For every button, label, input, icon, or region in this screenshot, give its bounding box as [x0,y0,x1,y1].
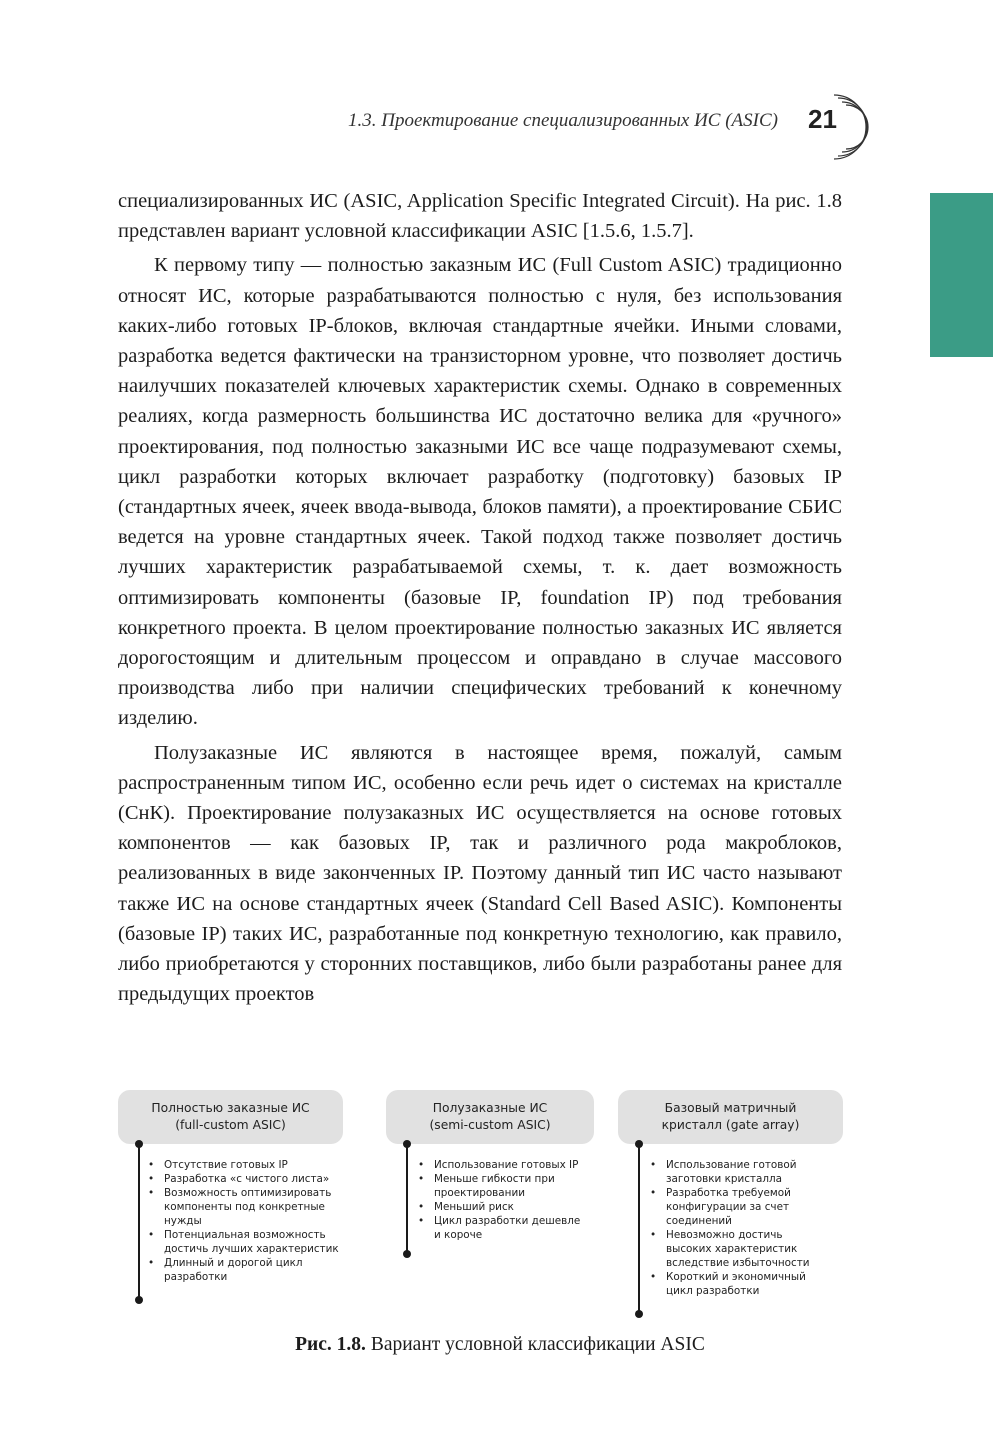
list-item: • Разработка «с чистого листа» [148,1172,363,1186]
timeline-line [638,1144,640,1314]
caption-text: Вариант условной классификации ASIC [370,1334,705,1355]
timeline-dot [635,1310,643,1318]
list-item: • Использование готовых IP [418,1158,583,1172]
list-item: • Использование готовой заготовки кристалла [650,1158,830,1186]
column-list [650,1158,830,1298]
timeline-dot [135,1140,143,1148]
caption-label: Рис. 1.8. [295,1334,366,1355]
timeline-dot [403,1140,411,1148]
list-item: • Возможность оптимизировать компоненты под конкретные нужды [148,1186,363,1228]
list-item: • Короткий и экономичный цикл разработки [650,1270,830,1298]
figure-asic-classification [118,1090,848,1320]
paragraph: Полузаказные ИС являются в настоящее время, пожалуй, самым распространенным типом ИС, особенно если речь идет о системах на кристалле (СнК). Проектирование полузаказных ИС осуществляется на основе готовых компонентов — как базовых IP, так и различного рода макроблоков, реализованных в виде законченных IP. Поэтому данный тип ИС часто называют также ИС на основе стандартных ячеек (Standard Cell Based ASIC). Компоненты (базовые IP) таких ИС, разработанные под конкретную технологию, как правило, либо приобретаются у сторонних поставщиков, либо были разработаны ранее для предыдущих проектов [118,741,842,1006]
list-item: • Невозможно достичь высоких характеристик вследствие избыточности [650,1228,830,1270]
list-item: • Потенциальная возможность достичь лучших характеристик [148,1228,363,1256]
paragraph: специализированных ИС (ASIC, Application Specific Integrated Circuit). На рис. 1.8 представлен вариант условной классификации ASIC [1.5.6, 1.5.7]. [118,190,842,243]
list-item: • Разработка требуемой конфигурации за счет соединений [650,1186,830,1228]
figure-caption [0,1334,1000,1356]
body-text [118,186,842,1009]
timeline-dot [135,1296,143,1304]
column-header [118,1090,343,1144]
list-item: • Длинный и дорогой цикл разработки [148,1256,363,1284]
list-item: • Меньший риск [418,1200,583,1214]
column-list [418,1158,583,1242]
page-number: 21 [808,104,837,134]
column-title: Полностью заказные ИС [151,1101,310,1115]
running-title: 1.3. Проектирование специализированных ИС (ASIC) [348,110,778,131]
figure-column-gate-array [618,1090,843,1297]
column-title: Полузаказные ИС [432,1101,548,1115]
figure-column-semi-custom [386,1090,594,1241]
page-number-arcs-icon [800,92,875,162]
column-subtitle: (full-custom ASIC) [175,1118,286,1132]
column-list [148,1158,363,1284]
timeline-line [138,1144,140,1300]
list-item: • Меньше гибкости при проектировании [418,1172,583,1200]
paragraph: К первому типу — полностью заказным ИС (Full Custom ASIC) традиционно относят ИС, которые разрабатываются полностью с нуля, без использования каких-либо готовых IP-блоков, включая стандартные ячейки. Иными словами, разработка ведется фактически на транзисторном уровне, что позволяет достичь наилучших показателей ключевых характеристик схемы. Однако в современных реалиях, когда размерность большинства ИС достаточно велика для «ручного» проектирования, под полностью заказными ИС все чаще подразумевают схемы, цикл разработки которых включает разработку (подготовку) базовых IP (стандартных ячеек, ячеек ввода-вывода, блоков памяти), а проектирование СБИС ведется на уровне стандартных ячеек. Такой подход также позволяет достичь лучших характеристик разрабатываемой схемы, т. к. дает возможность оптимизировать компоненты (базовые IP, foundation IP) под требования конкретного проекта. В целом проектирование полностью заказных ИС является дорогостоящим и длительным процессом и оправдано в случае массового производства либо при наличии специфических требований к конечному изделию. [118,254,842,730]
column-subtitle: (semi-custom ASIC) [429,1118,551,1132]
column-subtitle: кристалл (gate array) [661,1118,800,1132]
timeline-dot [403,1250,411,1258]
column-title: Базовый матричный [664,1101,797,1115]
timeline-dot [635,1140,643,1148]
chapter-side-tab [930,193,993,357]
list-item: • Отсутствие готовых IP [148,1158,363,1172]
list-item: • Цикл разработки дешевле и короче [418,1214,583,1242]
column-header [386,1090,594,1144]
column-header [618,1090,843,1144]
figure-column-full-custom [118,1090,343,1283]
timeline-line [406,1144,408,1254]
